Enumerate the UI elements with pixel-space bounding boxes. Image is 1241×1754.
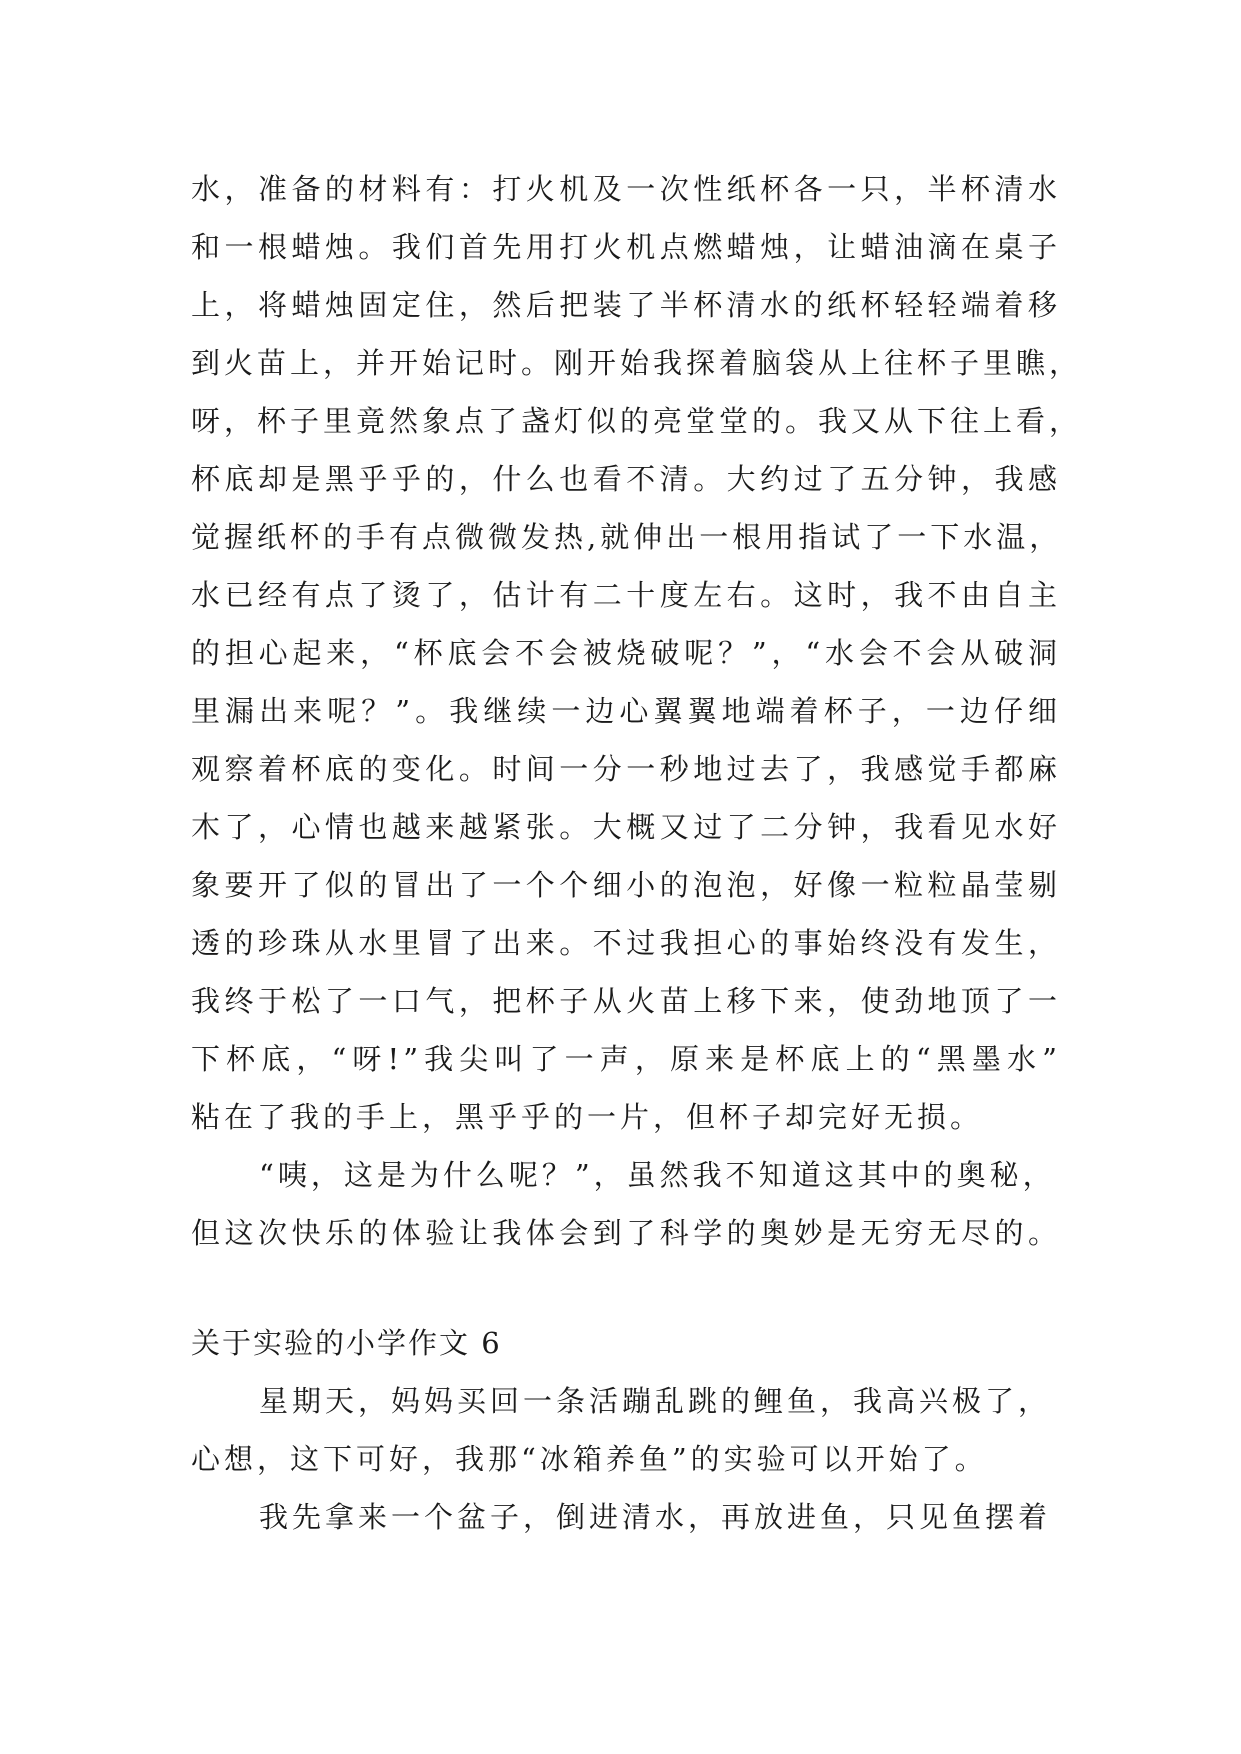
- section-spacer: [191, 1262, 1061, 1314]
- paragraph-sunday-fish: [191, 1372, 1061, 1488]
- text-line: 的担心起来，“杯底会不会被烧破呢？”，“水会不会从破洞: [191, 636, 1061, 670]
- text-line: 水，准备的材料有：打火机及一次性纸杯各一只，半杯清水: [191, 172, 1061, 206]
- paragraph-experiment-process: [191, 160, 1083, 1146]
- text-line: 粘在了我的手上，黑乎乎的一片，但杯子却完好无损。: [191, 1100, 984, 1134]
- text-line: 觉握纸杯的手有点微微发热,就伸出一根用指试了一下水温，: [191, 520, 1063, 554]
- text-line: 下杯底，“呀!”我尖叫了一声，原来是杯底上的“黑墨水”: [191, 1042, 1061, 1076]
- text-line: 我先拿来一个盆子，倒进清水，再放进鱼，只见鱼摆着: [259, 1500, 1052, 1534]
- document-body: [191, 160, 1083, 1546]
- paragraph-closing: [191, 1146, 1061, 1262]
- essay-title: 关于实验的小学作文 6: [191, 1326, 502, 1360]
- text-line: “咦，这是为什么呢？”，虽然我不知道这其中的奥秘，: [259, 1158, 1056, 1192]
- text-line: 透的珍珠从水里冒了出来。不过我担心的事始终没有发生，: [191, 926, 1061, 960]
- text-line: 呀，杯子里竟然象点了盏灯似的亮堂堂的。我又从下往上看，: [191, 404, 1083, 438]
- text-line: 到火苗上，并开始记时。刚开始我探着脑袋从上往杯子里瞧，: [191, 346, 1083, 380]
- text-line: 我终于松了一口气，把杯子从火苗上移下来，使劲地顶了一: [191, 984, 1061, 1018]
- text-line: 杯底却是黑乎乎的，什么也看不清。大约过了五分钟，我感: [191, 462, 1061, 496]
- paragraph-basin: [191, 1488, 1061, 1546]
- text-line: 星期天，妈妈买回一条活蹦乱跳的鲤鱼，我高兴极了，: [259, 1384, 1052, 1418]
- text-line: 心想，这下可好，我那“冰箱养鱼”的实验可以开始了。: [191, 1442, 988, 1476]
- text-line: 上，将蜡烛固定住，然后把装了半杯清水的纸杯轻轻端着移: [191, 288, 1061, 322]
- text-line: 但这次快乐的体验让我体会到了科学的奥妙是无穷无尽的。: [191, 1216, 1061, 1250]
- text-line: 里漏出来呢？”。我继续一边心翼翼地端着杯子，一边仔细: [191, 694, 1061, 728]
- text-line: 木了，心情也越来越紧张。大概又过了二分钟，我看见水好: [191, 810, 1061, 844]
- text-line: 观察着杯底的变化。时间一分一秒地过去了，我感觉手都麻: [191, 752, 1061, 786]
- text-line: 和一根蜡烛。我们首先用打火机点燃蜡烛，让蜡油滴在桌子: [191, 230, 1061, 264]
- text-line: 象要开了似的冒出了一个个细小的泡泡，好像一粒粒晶莹剔: [191, 868, 1061, 902]
- text-line: 水已经有点了烫了，估计有二十度左右。这时，我不由自主: [191, 578, 1061, 612]
